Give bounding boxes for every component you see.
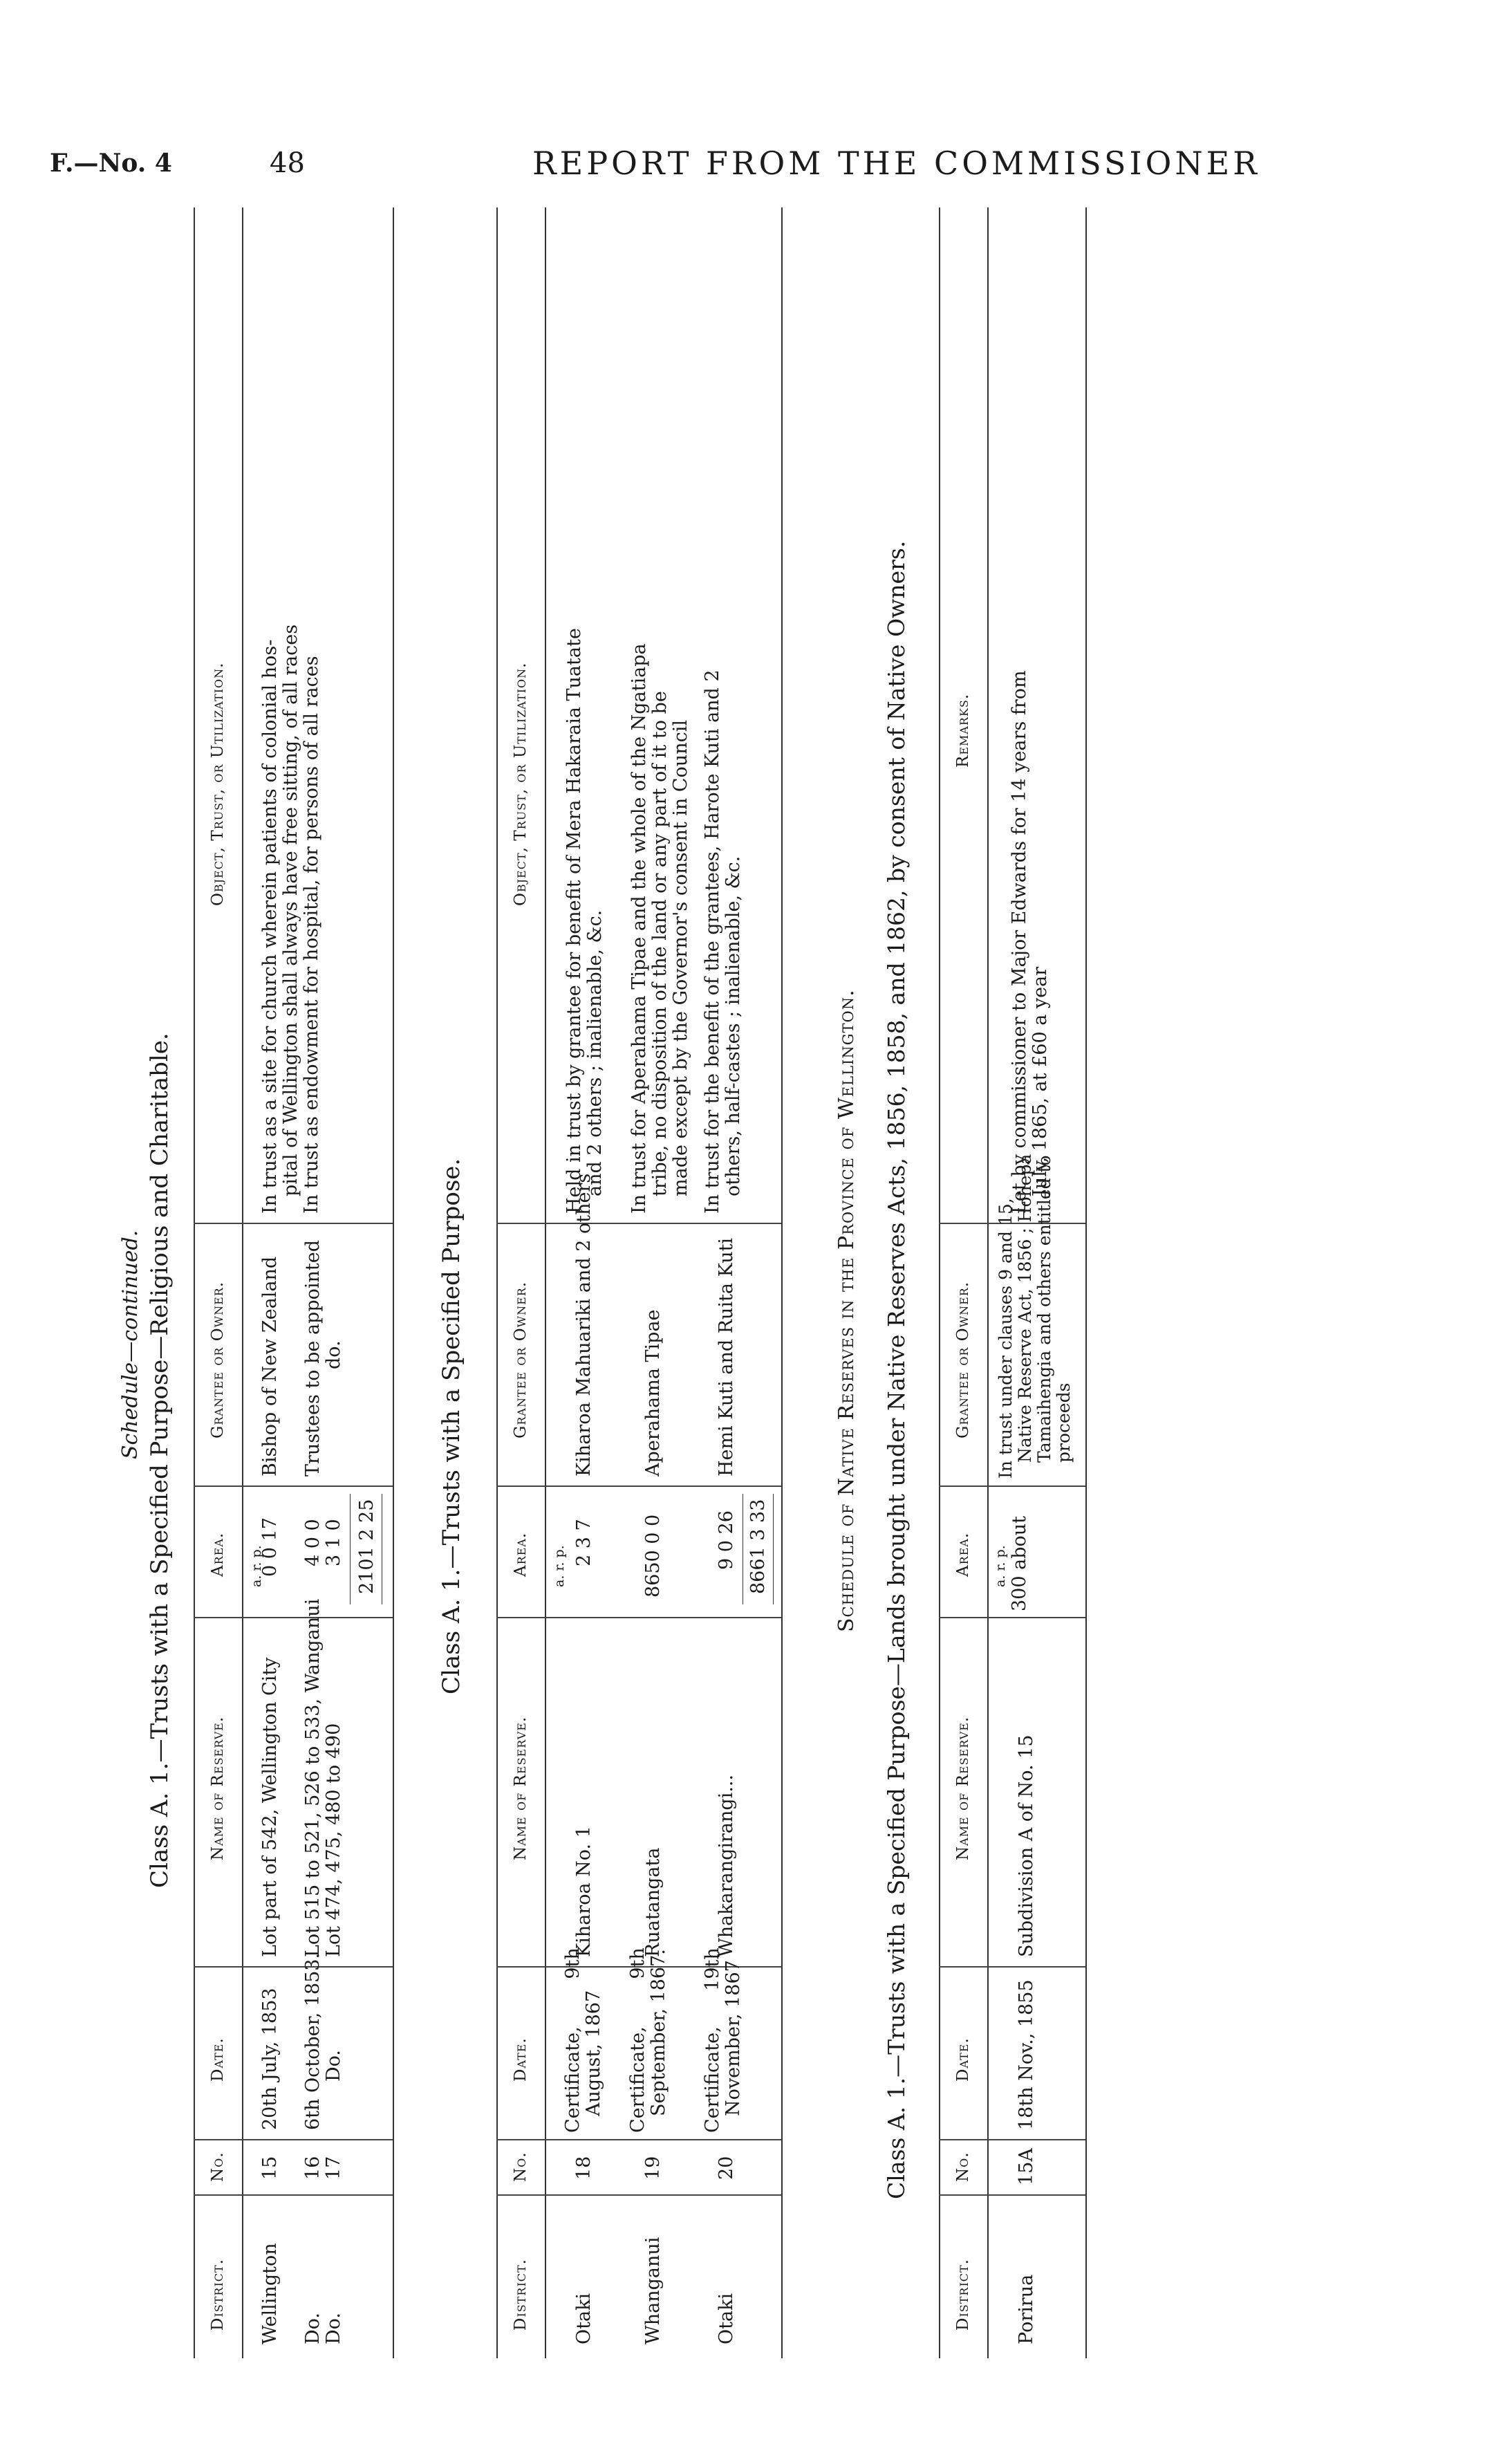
table1-heading: Class A. 1.—Trusts with a Specified Purpose—Religious and Charitable. bbox=[146, 1033, 174, 1888]
rotated-page-content: Schedule—continued. Class A. 1.—Trusts with a Specified Purpose—Religious and Charitable. District. No. Date. Name of Reserve. Area. Grantee or Owner. Object, Trust, or Utilization. a. r. p. Wellington 15 20th July, 1853 Lot part of 542, Wellington City 0 0 17 Bishop of New Zealand In trust as a site for church wherein patients of colonial hos- pital of Wellington shall always have free sitting, of all races Do. 16 6th October, 1853. Lot 515 to 521, 526 to 533, Wanganui 4 0 0 Trustees to be appointed In trust as endowment for hospital, for persons of all races Do. 17 Do. Lot 474, 475, 480 to 490 3 1 0 do. 2101 2 25 Class A. 1.—Trusts with a Specified Purpose. District. No. Date. Name of Reserve. Area. Grantee or Owner. Object, Trust, or Utilization. a. r. p. Otaki 18 Certificate, 9th August, 1867 Kiharoa No. 1 2 3 7 Kiharoa Mahuariki and 2 others Held in trust by grantee for benefit of Mera Hakaraia Tuatate and 2 others ; inalienable, &c. Whanganui 19 Certificate, 9th September, 1867. Ruatangata 8650 0 0 Aperahama Tipae In trust for Aperahama Tipae and the whole of the Ngatiapa tribe, no disposition of the land or any part of it to be made except by the Governor's consent in Council Otaki 20 Certificate, 19th November, 1867 Whakarangirangi... 9 0 26 Hemi Kuti and Ruita Kuti In trust for the benefit of the grantees, Harote Kuti and 2 others, half-castes ; inalienable, &c. 8661 3 33 Schedule of Native Reserves in the Province of Wellington. Class A. 1.—Trusts with a Specified Purpose—Lands brought under Native Reserves Acts, 1856, 1858, and 1862, by consent of Native Owners. District. No. Date. Name of Reserve. Area. Grantee or Owner. Remarks. a. r. p. Porirua 15A 18th Nov., 1855 Subdivision A of No. 15 300 about In trust under clauses 9 and 15, Native Reserve Act, 1856 ; Hohepa Tamaihengia and others entitled to proceeds Let by commissioner to Major Edwards for 14 years from July, 1865, at £60 a year bbox=[118, 159, 1431, 2358]
table2-header-rule bbox=[545, 207, 546, 2358]
table1-header-rule bbox=[242, 207, 243, 2358]
area-units: a. r. p. bbox=[249, 1545, 264, 1587]
page-number: 48 bbox=[270, 147, 305, 179]
table2-bottom-rule bbox=[781, 207, 783, 2358]
table2-top-rule bbox=[496, 207, 498, 2358]
col-date-header: Date. bbox=[209, 2037, 227, 2082]
schedule-heading: Schedule—continued. bbox=[118, 1230, 142, 1459]
col-district-header: District. bbox=[209, 2259, 227, 2331]
table3-top-rule bbox=[939, 207, 940, 2358]
table1-top-rule bbox=[194, 207, 195, 2358]
table2-total: 8661 3 33 bbox=[747, 1499, 769, 1594]
document-reference: F.—No. 4 bbox=[50, 149, 172, 178]
table3-heading: Class A. 1.—Trusts with a Specified Purpose—Lands brought under Native Reserves Acts, 1856, 1858, and 1862, by consent of Native Owners. bbox=[883, 540, 910, 2199]
table3-bottom-rule bbox=[1085, 207, 1087, 2358]
col-grantee-header: Grantee or Owner. bbox=[209, 1281, 227, 1438]
table1-bottom-rule bbox=[393, 207, 394, 2358]
col-object-header: Object, Trust, or Utilization. bbox=[209, 662, 227, 906]
col-remarks-header: Remarks. bbox=[954, 693, 972, 768]
table3-schedule-heading: Schedule of Native Reserves in the Province of Wellington. bbox=[834, 989, 859, 1632]
col-no-header: No. bbox=[209, 2151, 227, 2182]
table1-total: 2101 2 25 bbox=[356, 1499, 377, 1594]
page-title: REPORT FROM THE COMMISSIONER bbox=[532, 145, 1260, 182]
col-area-header: Area. bbox=[209, 1532, 227, 1577]
col-reserve-header: Name of Reserve. bbox=[209, 1716, 227, 1860]
table3-header-rule bbox=[987, 207, 989, 2358]
table2-heading: Class A. 1.—Trusts with a Specified Purpose. bbox=[438, 1158, 465, 1694]
